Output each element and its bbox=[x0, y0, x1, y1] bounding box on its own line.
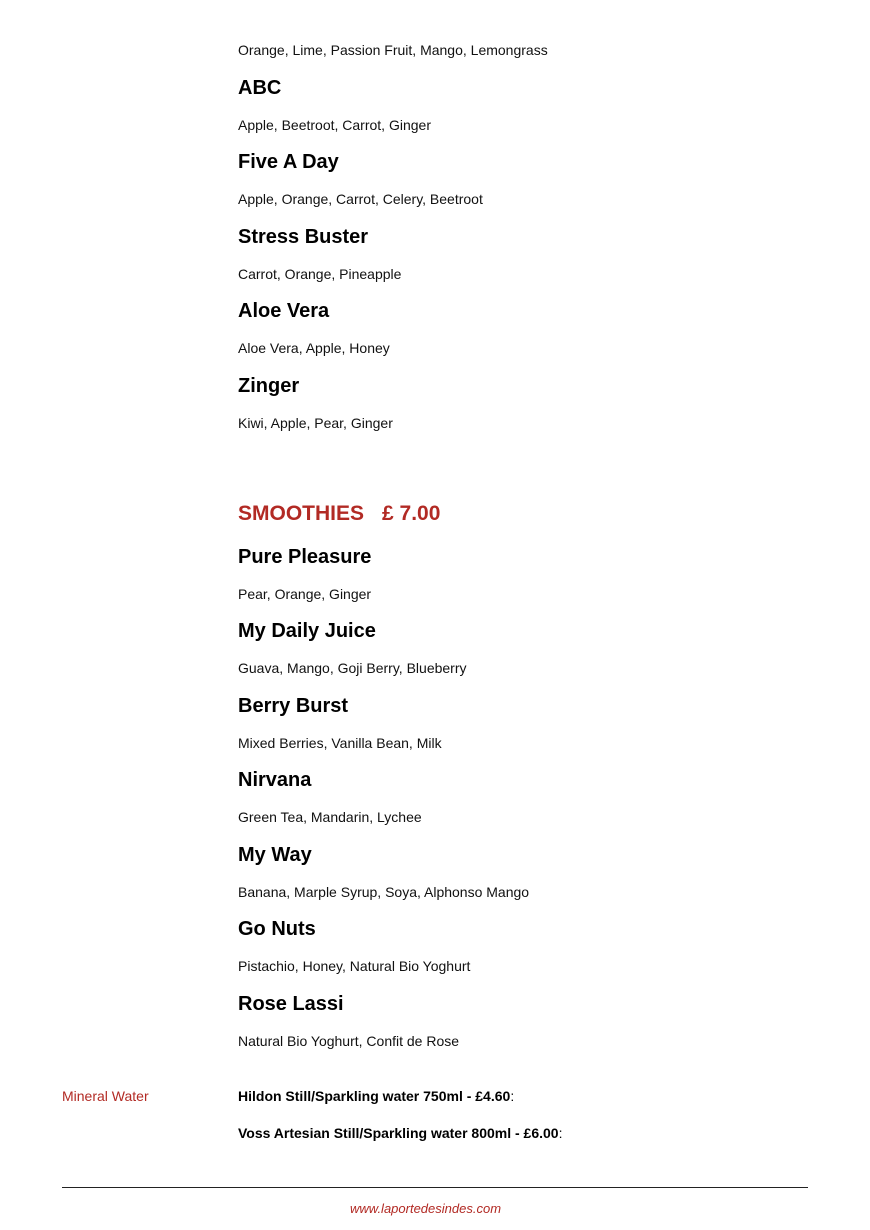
smoothie-name: Go Nuts bbox=[238, 918, 316, 940]
smoothie-name: Nirvana bbox=[238, 769, 312, 791]
mineral-water-item bbox=[238, 1088, 514, 1104]
mineral-water-item-suffix: : bbox=[510, 1088, 515, 1104]
smoothie-ingredients: Green Tea, Mandarin, Lychee bbox=[238, 809, 422, 825]
smoothie-ingredients: Guava, Mango, Goji Berry, Blueberry bbox=[238, 660, 467, 676]
smoothies-heading: SMOOTHIES bbox=[238, 502, 365, 525]
mineral-water-item-suffix: : bbox=[558, 1125, 563, 1141]
mineral-water-item-text: Hildon Still/Sparkling water 750ml - £4.60 bbox=[238, 1088, 511, 1104]
smoothies-price: £ 7.00 bbox=[382, 502, 441, 525]
smoothie-name: Pure Pleasure bbox=[238, 546, 372, 568]
item-ingredients: Orange, Lime, Passion Fruit, Mango, Lemongrass bbox=[238, 42, 548, 58]
smoothie-ingredients: Banana, Marple Syrup, Soya, Alphonso Mango bbox=[238, 884, 530, 900]
juice-name: Stress Buster bbox=[238, 226, 369, 248]
smoothie-name: Berry Burst bbox=[238, 695, 349, 717]
footer-divider bbox=[62, 1187, 808, 1188]
smoothie-ingredients: Mixed Berries, Vanilla Bean, Milk bbox=[238, 735, 442, 751]
juice-ingredients: Apple, Orange, Carrot, Celery, Beetroot bbox=[238, 191, 483, 207]
juice-name: Zinger bbox=[238, 375, 300, 397]
juice-ingredients: Aloe Vera, Apple, Honey bbox=[238, 340, 390, 356]
juice-name: Five A Day bbox=[238, 151, 339, 173]
juice-name: ABC bbox=[238, 77, 282, 99]
smoothie-ingredients: Pistachio, Honey, Natural Bio Yoghurt bbox=[238, 958, 471, 974]
smoothie-ingredients: Natural Bio Yoghurt, Confit de Rose bbox=[238, 1033, 460, 1049]
smoothie-ingredients: Pear, Orange, Ginger bbox=[238, 586, 372, 602]
juice-ingredients: Carrot, Orange, Pineapple bbox=[238, 266, 402, 282]
juice-name: Aloe Vera bbox=[238, 300, 330, 322]
smoothie-name: My Daily Juice bbox=[238, 620, 376, 642]
juice-ingredients: Kiwi, Apple, Pear, Ginger bbox=[238, 415, 393, 431]
mineral-water-label: Mineral Water bbox=[62, 1088, 149, 1104]
mineral-water-item bbox=[238, 1125, 562, 1141]
smoothie-name: Rose Lassi bbox=[238, 993, 344, 1015]
juice-ingredients: Apple, Beetroot, Carrot, Ginger bbox=[238, 117, 431, 133]
footer-website-link[interactable]: www.laportedesindes.com bbox=[350, 1201, 502, 1216]
smoothies-section-heading bbox=[238, 501, 440, 527]
smoothie-name: My Way bbox=[238, 844, 312, 866]
mineral-water-item-text: Voss Artesian Still/Sparkling water 800ml - £6.00 bbox=[238, 1125, 559, 1141]
